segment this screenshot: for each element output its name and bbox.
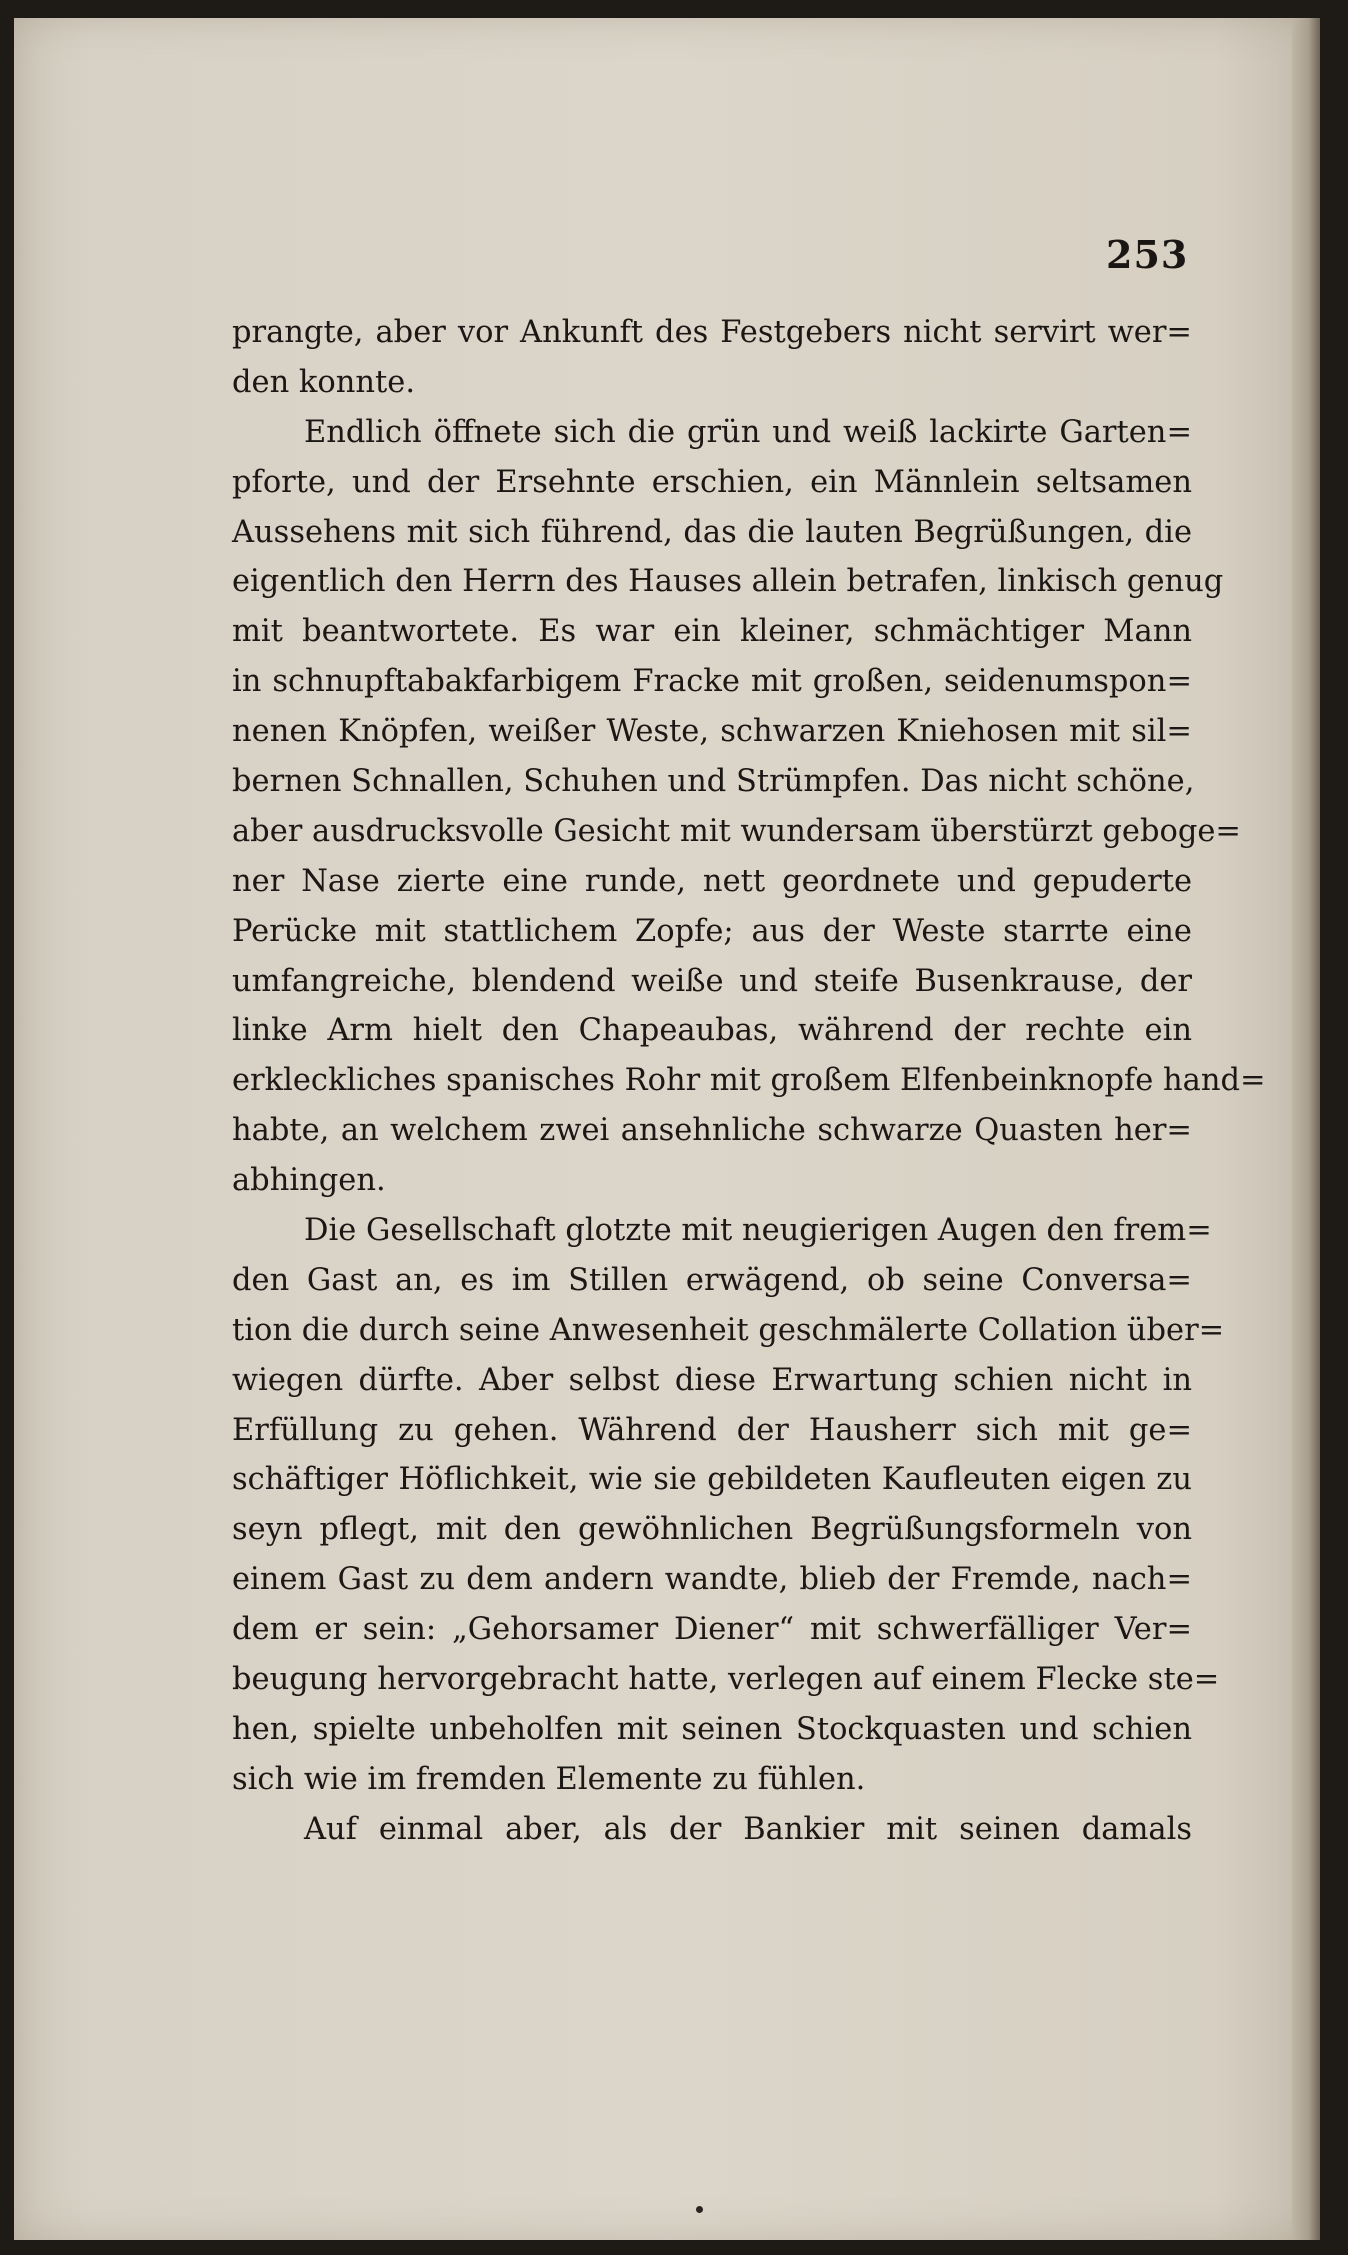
page-edge	[1292, 18, 1320, 2240]
text-line: beugung hervorgebracht hatte, verlegen auf einem Flecke ste=	[232, 1662, 1220, 1698]
text-line: habte, an welchem zwei ansehnliche schwarze Quasten her=	[232, 1113, 1192, 1149]
text-line: einem Gast zu dem andern wandte, blieb der Fremde, nach=	[232, 1562, 1192, 1598]
text-line: Die Gesellschaft glotzte mit neugierigen Augen den frem=	[304, 1213, 1212, 1249]
text-line: den Gast an, es im Stillen erwägend, ob seine Conversa=	[232, 1262, 1192, 1298]
page-number: 253	[1106, 232, 1189, 277]
text-line: Erfüllung zu gehen. Während der Hausherr sich mit ge=	[232, 1412, 1192, 1448]
text-line: erkleckliches spanisches Rohr mit großem Elfenbeinknopfe hand=	[232, 1063, 1266, 1099]
text-line: nenen Knöpfen, weißer Weste, schwarzen Kniehosen mit sil=	[232, 714, 1192, 750]
text-line: wiegen dürfte. Aber selbst diese Erwartung schien nicht in	[232, 1362, 1192, 1398]
text-line: aber ausdrucksvolle Gesicht mit wundersam überstürzt geboge=	[232, 813, 1241, 849]
text-line: in schnupftabakfarbigem Fracke mit großen, seidenumspon=	[232, 664, 1192, 700]
book-page	[14, 18, 1320, 2240]
body-text	[232, 308, 1266, 1855]
text-line: Auf einmal aber, als der Bankier mit seinen damals	[304, 1811, 1192, 1847]
text-line: den konnte.	[232, 364, 416, 400]
text-line: Endlich öffnete sich die grün und weiß lackirte Garten=	[304, 414, 1192, 450]
text-line: Aussehens mit sich führend, das die lauten Begrüßungen, die	[232, 514, 1192, 550]
text-line: tion die durch seine Anwesenheit geschmälerte Collation über=	[232, 1312, 1225, 1348]
text-line: abhingen.	[232, 1163, 386, 1199]
text-line: schäftiger Höflichkeit, wie sie gebildeten Kaufleuten eigen zu	[232, 1462, 1192, 1498]
text-line: dem er sein: „Gehorsamer Diener“ mit schwerfälliger Ver=	[232, 1612, 1192, 1648]
text-line: bernen Schnallen, Schuhen und Strümpfen. Das nicht schöne,	[232, 764, 1195, 800]
text-line: ner Nase zierte eine runde, nett geordnete und gepuderte	[232, 863, 1192, 899]
text-line: mit beantwortete. Es war ein kleiner, schmächtiger Mann	[232, 614, 1192, 650]
text-line: prangte, aber vor Ankunft des Festgebers nicht servirt wer=	[232, 315, 1192, 350]
printer-mark	[696, 2206, 703, 2213]
text-line: umfangreiche, blendend weiße und steife Busenkrause, der	[232, 963, 1192, 999]
text-line: seyn pflegt, mit den gewöhnlichen Begrüßungsformeln von	[232, 1512, 1192, 1548]
text-line: sich wie im fremden Elemente zu fühlen.	[232, 1761, 866, 1797]
text-line: Perücke mit stattlichem Zopfe; aus der Weste starrte eine	[232, 913, 1192, 949]
text-line: linke Arm hielt den Chapeaubas, während der rechte ein	[232, 1013, 1192, 1049]
text-line: hen, spielte unbeholfen mit seinen Stockquasten und schien	[232, 1711, 1192, 1747]
text-line: eigentlich den Herrn des Hauses allein betrafen, linkisch genug	[232, 564, 1224, 600]
text-line: pforte, und der Ersehnte erschien, ein Männlein seltsamen	[232, 464, 1192, 500]
